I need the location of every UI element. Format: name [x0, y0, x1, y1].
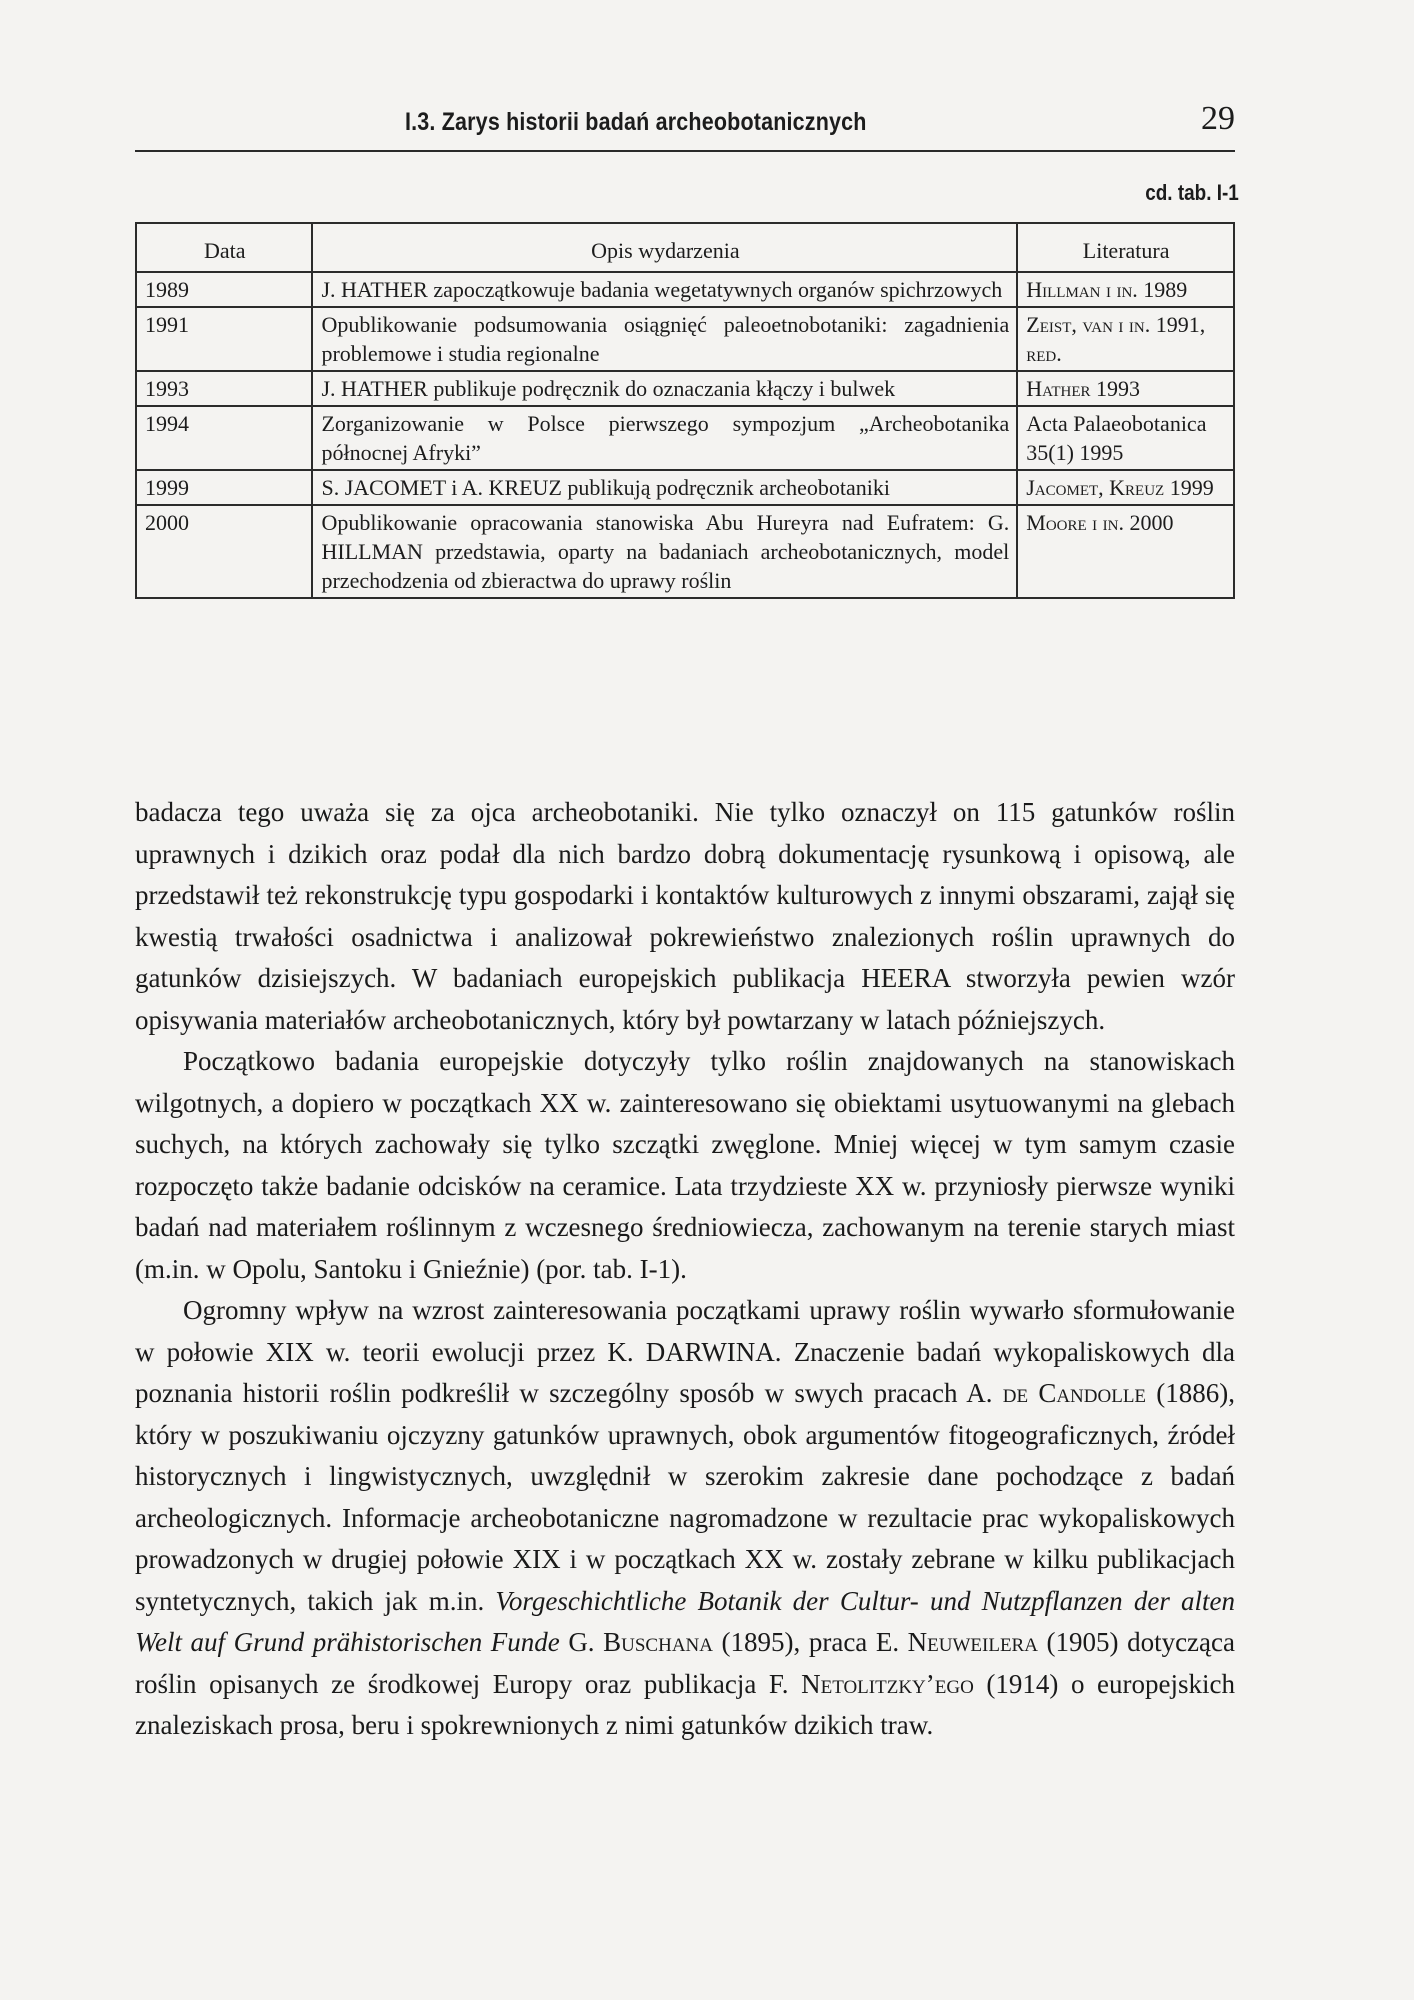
paragraph — [135, 1290, 1235, 1747]
column-header-description: Opis wydarzenia — [312, 223, 1017, 272]
body-text — [135, 792, 1235, 1747]
book-title: Vorgeschichtliche Botanik der Cultur- und Nutzpflanzen der alten Welt auf Grund prähistorischen Funde — [135, 1585, 1235, 1657]
cell-date: 1993 — [136, 371, 312, 406]
table-row — [136, 505, 1234, 598]
table-row — [136, 371, 1234, 406]
cell-literature: Zeist, van i in. 1991, red. — [1017, 307, 1234, 371]
cell-date: 1999 — [136, 470, 312, 505]
cell-literature: Moore i in. 2000 — [1017, 505, 1234, 598]
table-row — [136, 307, 1234, 371]
cell-description: J. HATHER publikuje podręcznik do oznaczania kłączy i bulwek — [312, 371, 1017, 406]
cell-literature: Hather 1993 — [1017, 371, 1234, 406]
header-rule — [135, 150, 1235, 152]
cell-date: 2000 — [136, 505, 312, 598]
table-row — [136, 272, 1234, 307]
text-run: (1895), praca E. — [712, 1627, 908, 1657]
table-caption: cd. tab. I-1 — [1145, 180, 1239, 205]
paragraph: Początkowo badania europejskie dotyczyły tylko roślin znajdowanych na stanowiskach wilgotnych, a dopiero w początkach XX w. zainteresowano się obiektami usytuowanymi na glebach suchych, na których zachowały się tylko szczątki zwęglone. Mniej więcej w tym samym czasie rozpoczęto także badanie odcisków na ceramice. Lata trzydzieste XX w. przyniosły pierwsze wyniki badań nad materiałem roślinnym z wczesnego średniowiecza, zachowanym na terenie starych miast (m.in. w Opolu, Santoku i Gnieźnie) (por. tab. I-1). — [135, 1046, 1235, 1284]
cell-description: J. HATHER zapoczątkowuje badania wegetatywnych organów spichrzowych — [312, 272, 1017, 307]
table-row — [136, 470, 1234, 505]
text-run: G. — [559, 1627, 604, 1657]
cell-date: 1994 — [136, 406, 312, 470]
author-name: de Candolle — [1002, 1378, 1147, 1408]
running-header — [135, 100, 1235, 150]
cell-description: Opublikowanie opracowania stanowiska Abu Hureyra nad Eufratem: G. HILLMAN przedstawia, oparty na badaniach archeobotanicznych, model przechodzenia od zbieractwa do uprawy roślin — [312, 505, 1017, 598]
column-header-date: Data — [136, 223, 312, 272]
cell-description: Zorganizowanie w Polsce pierwszego sympozjum „Archeobotanika północnej Afryki” — [312, 406, 1017, 470]
table-row — [136, 406, 1234, 470]
page-number: 29 — [1201, 100, 1235, 137]
text-run: (1905) dotycząca roślin opisanych ze środkowej Europy oraz publikacja F. — [135, 1627, 1235, 1699]
cell-description: Opublikowanie podsumowania osiągnięć paleoetnobotaniki: zagadnienia problemowe i studia regionalne — [312, 307, 1017, 371]
text-run: (1886), który w poszukiwaniu ojczyzny gatunków uprawnych, obok argumentów fitogeograficznych, źródeł historycznych i lingwistycznych, uwzględnił w szerokim zakresie dane pochodzące z badań archeologicznych. Informacje archeobotaniczne nagromadzone w rezultacie prac wykopaliskowych prowadzonych w drugiej połowie XIX i w początkach XX w. zostały zebrane w kilku publikacjach syntetycznych, takich jak m.in. — [135, 1378, 1236, 1616]
column-header-literature: Literatura — [1017, 223, 1234, 272]
table-header-row — [136, 223, 1234, 272]
cell-literature: Jacomet, Kreuz 1999 — [1017, 470, 1234, 505]
cell-date: 1989 — [136, 272, 312, 307]
author-name: Neuweilera — [907, 1627, 1038, 1657]
cell-literature: Hillman i in. 1989 — [1017, 272, 1234, 307]
cell-description: S. JACOMET i A. KREUZ publikują podręcznik archeobotaniki — [312, 470, 1017, 505]
cell-literature: Acta Palaeobotanica 35(1) 1995 — [1017, 406, 1234, 470]
paragraph: badacza tego uważa się za ojca archeobotaniki. Nie tylko oznaczył on 115 gatunków roślin uprawnych i dzikich oraz podał dla nich bardzo dobrą dokumentację rysunkową i opisową, ale przedstawił też rekonstrukcję typu gospodarki i kontaktów kulturowych z innymi obszarami, zajął się kwestią trwałości osadnictwa i analizował pokrewieństwo znalezionych roślin uprawnych do gatunków dzisiejszych. W badaniach europejskich publikacja HEERA stworzyła pewien wzór opisywania materiałów archeobotanicznych, który był powtarzany w latach późniejszych. — [135, 797, 1235, 1035]
author-name: Netolitzky’ego — [801, 1668, 974, 1699]
text-run: (1914) o europejskich znaleziskach prosa, beru i spokrewnionych z nimi gatunków dzikich traw. — [135, 1668, 1235, 1740]
events-table — [135, 222, 1235, 599]
text-run: Ogromny wpływ na wzrost zainteresowania początkami uprawy roślin wywarło sformułowanie w połowie XIX w. teorii ewolucji przez K. DARWINA. Znaczenie badań wykopaliskowych dla poznania historii roślin podkreślił w szczególny sposób w swych pracach A. — [135, 1295, 1235, 1408]
author-name: Buschana — [603, 1627, 713, 1657]
cell-date: 1991 — [136, 307, 312, 371]
running-title: I.3. Zarys historii badań archeobotanicznych — [405, 108, 867, 136]
